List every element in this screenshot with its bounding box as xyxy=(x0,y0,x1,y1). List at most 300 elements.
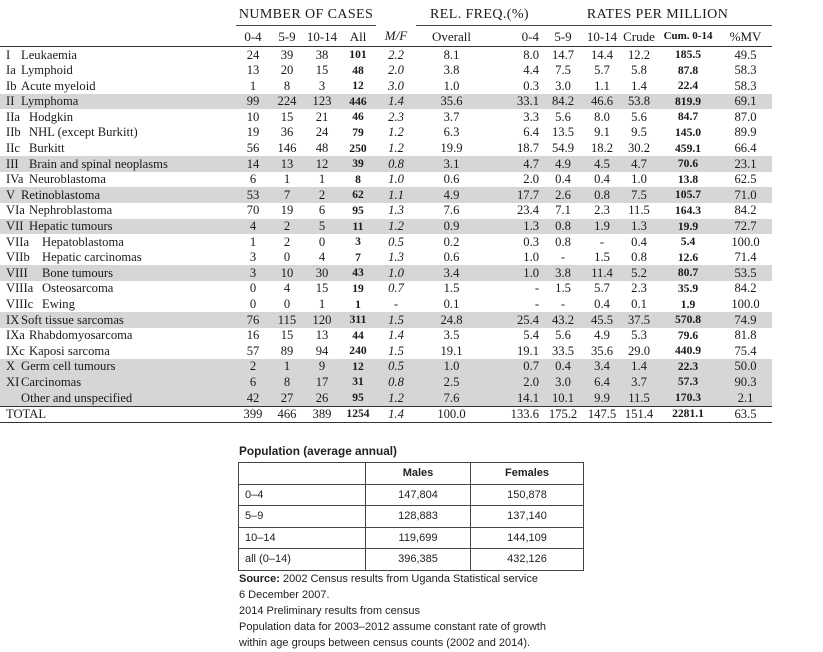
row-name: Kaposi sarcoma xyxy=(29,343,110,358)
cell-cases-all: 95 xyxy=(352,203,364,217)
cell-rate-0-4: 14.1 xyxy=(487,390,543,406)
cell-cases-all: 12 xyxy=(340,359,376,375)
cell-cases-5-9: 10 xyxy=(270,265,304,281)
cell-mf: 1.2 xyxy=(376,390,416,406)
cell-rate-10-14: - xyxy=(599,234,605,249)
row-name: Nephroblastoma xyxy=(29,203,113,218)
cell-cases-0-4: 19 xyxy=(246,125,260,140)
cell-crude: 5.3 xyxy=(631,328,647,343)
population-age-group: 0–4 xyxy=(239,484,366,506)
row-code: IVa xyxy=(6,172,24,187)
cell-rate-5-9: 7.5 xyxy=(555,63,571,78)
cell-rate-5-9: 0.4 xyxy=(543,359,583,375)
cell-rate-5-9: 10.1 xyxy=(543,390,583,406)
cell-rate-10-14: 8.0 xyxy=(594,109,610,124)
row-code: IX xyxy=(6,312,20,327)
row-label xyxy=(0,281,236,297)
cell-cum-0-14: 35.9 xyxy=(677,281,699,295)
row-label xyxy=(0,63,236,79)
cell-rate-10-14: 0.8 xyxy=(583,187,621,203)
table-row xyxy=(0,187,823,203)
cell-mf: 0.5 xyxy=(376,359,416,375)
population-row xyxy=(239,506,584,528)
population-table xyxy=(238,462,584,571)
cell-mv: 58.3 xyxy=(734,63,757,78)
row-label xyxy=(0,265,236,281)
cell-cases-10-14: 123 xyxy=(304,94,340,110)
table-row xyxy=(0,156,823,172)
cell-cases-0-4: 6 xyxy=(236,374,270,390)
cell-cases-5-9: 8 xyxy=(283,78,291,93)
row-name: Germ cell tumours xyxy=(21,359,116,374)
row-label xyxy=(0,203,236,219)
cell-rate-10-14: 46.6 xyxy=(583,94,621,110)
cell-rate-0-4: 3.3 xyxy=(523,109,540,124)
col-header-rate-5-9: 5-9 xyxy=(543,26,583,47)
row-code: I xyxy=(6,47,11,62)
population-age-group: 5–9 xyxy=(239,506,366,528)
cell-overall: 7.6 xyxy=(443,203,460,218)
cell-crude: 5.6 xyxy=(631,109,647,124)
cell-mv: 90.3 xyxy=(719,374,772,390)
population-age-group: 10–14 xyxy=(239,527,366,549)
population-row xyxy=(239,484,584,506)
cell-mv: 23.1 xyxy=(719,156,772,172)
cell-cases-10-14: 6 xyxy=(318,203,326,218)
cell-mf: 1.5 xyxy=(376,312,416,328)
cell-rate-10-14: 9.9 xyxy=(583,390,621,406)
table-row xyxy=(0,63,823,79)
row-code: VIIa xyxy=(6,234,30,249)
cell-cases-all: 43 xyxy=(340,265,376,281)
cell-mv: 84.2 xyxy=(734,281,757,296)
cell-crude: 3.7 xyxy=(621,374,657,390)
cell-cases-all: 250 xyxy=(349,141,367,155)
cell-cases-10-14: 1 xyxy=(318,297,326,311)
cell-cum-0-14: 12.6 xyxy=(677,250,699,264)
cell-cases-10-14: 30 xyxy=(304,265,340,281)
cell-cases-10-14: 15 xyxy=(315,281,329,296)
cell-crude: 7.5 xyxy=(621,187,657,203)
cell-crude: 37.5 xyxy=(621,312,657,328)
cell-cum-0-14: 19.9 xyxy=(657,219,719,235)
row-code: IXa xyxy=(6,328,25,343)
cell-crude: 0.4 xyxy=(631,234,647,249)
cell-cum-0-14: 80.7 xyxy=(657,265,719,281)
cell-crude: 12.2 xyxy=(627,47,651,62)
cell-overall: 24.8 xyxy=(416,312,487,328)
row-label xyxy=(0,343,236,359)
cell-cum-0-14: 459.1 xyxy=(674,141,702,155)
cell-mv: 53.5 xyxy=(719,265,772,281)
cell-mf: 1.1 xyxy=(376,187,416,203)
cell-overall: 0.2 xyxy=(443,234,460,249)
cell-rate-0-4: 25.4 xyxy=(487,312,543,328)
col-header-mf: M/F xyxy=(376,26,416,47)
cell-rate-10-14: 2.3 xyxy=(594,203,610,218)
population-header-males: Males xyxy=(366,463,471,485)
cell-rate-0-4: 4.7 xyxy=(487,156,543,172)
col-header-cases-5-9: 5-9 xyxy=(270,26,304,47)
cell-cases-all: 31 xyxy=(340,374,376,390)
row-label xyxy=(0,156,236,172)
cell-cases-10-14: 120 xyxy=(304,312,340,328)
cell-rate-5-9: 14.7 xyxy=(551,47,575,62)
cell-rate-10-14: 4.5 xyxy=(583,156,621,172)
row-code: III xyxy=(6,156,19,171)
cell-rate-5-9: 3.8 xyxy=(543,265,583,281)
cell-cases-0-4: 56 xyxy=(246,141,260,156)
row-label xyxy=(0,359,236,375)
population-header-blank xyxy=(239,463,366,485)
table-row xyxy=(0,141,823,157)
cell-mv: 2.1 xyxy=(719,390,772,406)
cell-crude: 1.3 xyxy=(621,219,657,235)
cell-mv: 87.0 xyxy=(734,109,757,124)
cell-mf: 0.7 xyxy=(388,281,404,296)
cell-cases-5-9: 0 xyxy=(283,297,291,311)
row-name: Neuroblastoma xyxy=(29,172,106,187)
cell-cases-5-9: 36 xyxy=(280,125,294,140)
row-code: XI xyxy=(6,374,20,389)
col-header-rate-0-4: 0-4 xyxy=(487,26,543,47)
col-header-mv: %MV xyxy=(719,26,772,47)
row-label xyxy=(0,94,236,110)
cell-cases-all: 3 xyxy=(355,235,361,249)
row-label xyxy=(0,390,236,406)
cell-mf: 1.2 xyxy=(376,219,416,235)
cell-rate-5-9: 4.9 xyxy=(543,156,583,172)
cell-cases-all: 240 xyxy=(349,344,367,358)
cell-cases-10-14: 24 xyxy=(315,125,329,140)
cell-rate-5-9: 5.6 xyxy=(555,328,571,343)
cell-crude: 1.4 xyxy=(621,359,657,375)
row-name: Rhabdomyosarcoma xyxy=(29,328,133,343)
cell-rate-0-4: 1.0 xyxy=(487,265,543,281)
cell-rate-10-14: 18.2 xyxy=(590,141,614,156)
cell-overall: 100.0 xyxy=(416,406,487,422)
cell-cum-0-14: 164.3 xyxy=(674,203,702,217)
cell-crude: 151.4 xyxy=(621,406,657,422)
cell-rate-5-9: 33.5 xyxy=(551,343,575,358)
cell-rate-10-14: 5.7 xyxy=(594,281,610,296)
cell-crude: 0.8 xyxy=(631,250,647,265)
cell-cases-all: 46 xyxy=(352,110,364,124)
population-notes xyxy=(239,571,546,651)
cell-rate-0-4: 0.7 xyxy=(487,359,543,375)
cell-cases-5-9: 0 xyxy=(283,250,291,265)
source-note: 2002 Census results from Uganda Statistical service xyxy=(283,573,538,585)
cell-cum-0-14: 170.3 xyxy=(657,390,719,406)
cell-rate-0-4: 133.6 xyxy=(487,406,543,422)
cell-cases-0-4: 99 xyxy=(236,94,270,110)
cell-cases-10-14: 48 xyxy=(315,141,329,156)
cell-cases-5-9: 89 xyxy=(280,343,294,358)
cell-overall: 7.6 xyxy=(416,390,487,406)
cell-cases-all: 12 xyxy=(352,79,364,93)
cell-cases-5-9: 7 xyxy=(270,187,304,203)
cell-cases-5-9: 13 xyxy=(270,156,304,172)
cell-crude: 53.8 xyxy=(621,94,657,110)
cell-cum-0-14: 5.4 xyxy=(680,235,696,249)
cell-mv: 49.5 xyxy=(734,47,757,62)
cell-cum-0-14: 2281.1 xyxy=(657,406,719,422)
group-rates-per-million: RATES PER MILLION xyxy=(543,0,772,26)
cell-rate-0-4: 33.1 xyxy=(487,94,543,110)
row-label xyxy=(0,109,236,125)
col-header-cases-10-14: 10-14 xyxy=(304,26,340,47)
cell-rate-5-9: 175.2 xyxy=(543,406,583,422)
row-code: IXc xyxy=(6,343,25,358)
cell-crude: 11.5 xyxy=(621,390,657,406)
row-name: Carcinomas xyxy=(21,374,82,389)
cell-cases-0-4: 3 xyxy=(236,265,270,281)
cell-cases-0-4: 0 xyxy=(249,281,257,296)
cell-cases-all: 446 xyxy=(340,94,376,110)
cell-cum-0-14: 84.7 xyxy=(677,110,699,124)
cell-cum-0-14: 87.8 xyxy=(677,63,699,77)
cell-cum-0-14: 79.6 xyxy=(677,328,699,342)
cell-cases-10-14: 9 xyxy=(304,359,340,375)
cell-rate-10-14: 6.4 xyxy=(583,374,621,390)
cell-cases-10-14: 5 xyxy=(304,219,340,235)
cell-rate-0-4: 2.0 xyxy=(487,374,543,390)
cell-overall: 1.0 xyxy=(443,78,460,93)
cell-cases-0-4: 399 xyxy=(236,406,270,422)
cell-cases-10-14: 0 xyxy=(318,234,326,249)
cell-cases-0-4: 6 xyxy=(249,172,257,187)
source-note: 6 December 2007. xyxy=(239,589,330,601)
cell-overall: 2.5 xyxy=(416,374,487,390)
population-row xyxy=(239,549,584,571)
population-title: Population (average annual) xyxy=(239,444,397,458)
row-label xyxy=(0,328,236,344)
row-label xyxy=(0,172,236,188)
cell-overall: 0.6 xyxy=(443,172,460,187)
table-row xyxy=(0,250,823,266)
cell-cases-10-14: 17 xyxy=(304,374,340,390)
cell-cases-0-4: 76 xyxy=(236,312,270,328)
cell-cases-5-9: 15 xyxy=(280,328,294,343)
cell-mf: 1.4 xyxy=(388,328,404,343)
cell-rate-0-4: 18.7 xyxy=(516,141,540,156)
table-row xyxy=(0,203,823,219)
cell-cum-0-14: 105.7 xyxy=(657,187,719,203)
cell-mv: 66.4 xyxy=(734,141,757,156)
row-code: Ib xyxy=(6,78,17,93)
row-code: Ia xyxy=(6,63,16,78)
cell-mf: 1.3 xyxy=(388,250,404,265)
cell-cases-10-14: 1 xyxy=(318,172,326,187)
cell-crude: 4.7 xyxy=(621,156,657,172)
row-name: Bone tumours xyxy=(42,265,114,280)
row-name: Retinoblastoma xyxy=(21,187,101,202)
cell-crude: 30.2 xyxy=(627,141,651,156)
cell-mv: 100.0 xyxy=(731,234,760,249)
cell-cases-10-14: 38 xyxy=(315,47,329,62)
total-label: TOTAL xyxy=(0,406,236,422)
cell-cases-0-4: 0 xyxy=(249,297,257,311)
cell-rate-10-14: 14.4 xyxy=(590,47,614,62)
cell-rate-0-4: 0.3 xyxy=(523,234,540,249)
cell-cases-5-9: 39 xyxy=(280,47,294,62)
cell-rate-5-9: - xyxy=(560,250,566,265)
cell-crude: 5.2 xyxy=(621,265,657,281)
population-header-females: Females xyxy=(471,463,584,485)
row-code: VIIIa xyxy=(6,281,34,296)
cell-cases-5-9: 15 xyxy=(280,109,294,124)
row-code: II xyxy=(6,94,15,109)
source-note: within age groups between census counts (2002 and 2014). xyxy=(239,637,531,649)
cell-mv: 84.2 xyxy=(734,203,757,218)
cell-rate-5-9: 0.8 xyxy=(555,234,571,249)
cell-cum-0-14: 819.9 xyxy=(657,94,719,110)
row-code: IIb xyxy=(6,125,21,140)
cell-cases-all: 101 xyxy=(349,48,367,61)
cell-overall: 3.7 xyxy=(443,109,460,124)
cell-mv: 71.4 xyxy=(734,250,757,265)
cell-overall: 0.9 xyxy=(416,219,487,235)
cell-cases-0-4: 24 xyxy=(246,47,260,62)
cell-cases-10-14: 3 xyxy=(318,78,326,93)
cell-rate-10-14: 0.4 xyxy=(594,172,610,187)
cell-cases-all: 95 xyxy=(340,390,376,406)
row-name: Lymphoid xyxy=(21,63,73,78)
cell-cases-10-14: 12 xyxy=(304,156,340,172)
cell-rate-0-4: 1.3 xyxy=(487,219,543,235)
cell-rate-10-14: 9.1 xyxy=(594,125,610,140)
cell-cases-5-9: 8 xyxy=(270,374,304,390)
row-code: V xyxy=(6,187,16,202)
cell-cum-0-14: 570.8 xyxy=(657,312,719,328)
cell-mf: 0.8 xyxy=(376,374,416,390)
cell-mf: 1.4 xyxy=(376,406,416,422)
cell-rate-5-9: 0.8 xyxy=(543,219,583,235)
row-name: Hepatic tumours xyxy=(29,219,113,234)
cell-rate-5-9: - xyxy=(560,297,566,311)
cell-rate-0-4: 17.7 xyxy=(487,187,543,203)
row-code: VIIb xyxy=(6,250,30,265)
table-row xyxy=(0,359,823,375)
cell-mf: 0.8 xyxy=(376,156,416,172)
cell-rate-0-4: 6.4 xyxy=(523,125,540,140)
row-label xyxy=(0,312,236,328)
table-row xyxy=(0,47,823,63)
cell-rate-5-9: 1.5 xyxy=(555,281,571,296)
row-label xyxy=(0,250,236,266)
cell-crude: 29.0 xyxy=(627,343,651,358)
row-label xyxy=(0,297,236,313)
cell-mf: 1.3 xyxy=(388,203,404,218)
cell-cases-0-4: 1 xyxy=(249,234,257,249)
cell-cum-0-14: 145.0 xyxy=(674,125,702,139)
cell-rate-10-14: 11.4 xyxy=(583,265,621,281)
row-code: VIIIc xyxy=(6,297,34,311)
cell-rate-5-9: 54.9 xyxy=(551,141,575,156)
table-row xyxy=(0,343,823,359)
cell-mf: 1.0 xyxy=(388,172,404,187)
cell-crude: 5.8 xyxy=(631,63,647,78)
cell-rate-0-4: - xyxy=(534,281,540,296)
cell-overall: 0.1 xyxy=(443,297,460,311)
cell-mf: - xyxy=(393,297,399,311)
row-label xyxy=(0,187,236,203)
table-row xyxy=(0,94,823,110)
col-header-cum-0-14: Cum. 0-14 xyxy=(657,26,719,47)
cell-cases-all: 48 xyxy=(352,63,364,77)
cell-rate-5-9: 13.5 xyxy=(551,125,575,140)
cell-mv: 89.9 xyxy=(734,125,757,140)
table-row xyxy=(0,109,823,125)
cell-cases-all: 44 xyxy=(352,328,364,342)
cell-rate-5-9: 3.0 xyxy=(543,374,583,390)
cell-cases-all: 11 xyxy=(340,219,376,235)
row-label xyxy=(0,374,236,390)
cell-overall: 8.1 xyxy=(443,47,460,62)
population-females: 137,140 xyxy=(471,506,584,528)
row-code: VII xyxy=(6,219,24,234)
row-name: Osteosarcoma xyxy=(42,281,114,296)
population-males: 128,883 xyxy=(366,506,471,528)
cell-cases-all: 7 xyxy=(355,250,361,264)
cell-crude: 1.0 xyxy=(631,172,647,187)
cell-cases-0-4: 57 xyxy=(246,343,260,358)
table-row xyxy=(0,281,823,297)
cell-mv: 72.7 xyxy=(719,219,772,235)
cell-cases-5-9: 224 xyxy=(270,94,304,110)
cell-rate-10-14: 1.9 xyxy=(583,219,621,235)
cell-crude: 11.5 xyxy=(628,203,650,218)
source-label: Source: xyxy=(239,573,280,585)
cell-mv: 74.9 xyxy=(719,312,772,328)
cell-cum-0-14: 1.9 xyxy=(680,297,696,311)
cell-rate-10-14: 3.4 xyxy=(583,359,621,375)
cell-cases-5-9: 2 xyxy=(270,219,304,235)
cell-cases-0-4: 53 xyxy=(236,187,270,203)
row-name: Leukaemia xyxy=(21,47,77,62)
cell-cases-5-9: 2 xyxy=(283,234,291,249)
cell-cum-0-14: 185.5 xyxy=(674,48,702,61)
row-name: Hepatoblastoma xyxy=(42,234,124,249)
table-row xyxy=(0,390,823,406)
population-females: 150,878 xyxy=(471,484,584,506)
population-females: 144,109 xyxy=(471,527,584,549)
col-header-cases-0-4: 0-4 xyxy=(236,26,270,47)
cell-mv: 71.0 xyxy=(719,187,772,203)
cell-rate-0-4: 5.4 xyxy=(523,328,540,343)
cell-mf: 3.0 xyxy=(388,78,404,93)
cell-cases-10-14: 13 xyxy=(315,328,329,343)
cell-rate-0-4: 4.4 xyxy=(523,63,540,78)
cell-cum-0-14: 440.9 xyxy=(674,344,702,358)
cell-cases-10-14: 389 xyxy=(304,406,340,422)
cell-overall: 0.6 xyxy=(443,250,460,265)
cell-mv: 63.5 xyxy=(719,406,772,422)
row-name: NHL (except Burkitt) xyxy=(29,125,138,140)
cell-mv: 81.8 xyxy=(734,328,757,343)
cell-cases-all: 1 xyxy=(355,297,361,311)
cell-rate-0-4: 1.0 xyxy=(523,250,540,265)
column-header-row xyxy=(0,26,823,47)
cell-rate-10-14: 0.4 xyxy=(594,297,610,311)
cell-cases-all: 39 xyxy=(340,156,376,172)
cell-cases-5-9: 19 xyxy=(280,203,294,218)
cell-rate-0-4: 8.0 xyxy=(523,47,540,62)
cell-rate-10-14: 4.9 xyxy=(594,328,610,343)
cell-cases-5-9: 146 xyxy=(277,141,297,156)
cell-mv: 69.1 xyxy=(719,94,772,110)
group-number-of-cases: NUMBER OF CASES xyxy=(236,0,376,26)
